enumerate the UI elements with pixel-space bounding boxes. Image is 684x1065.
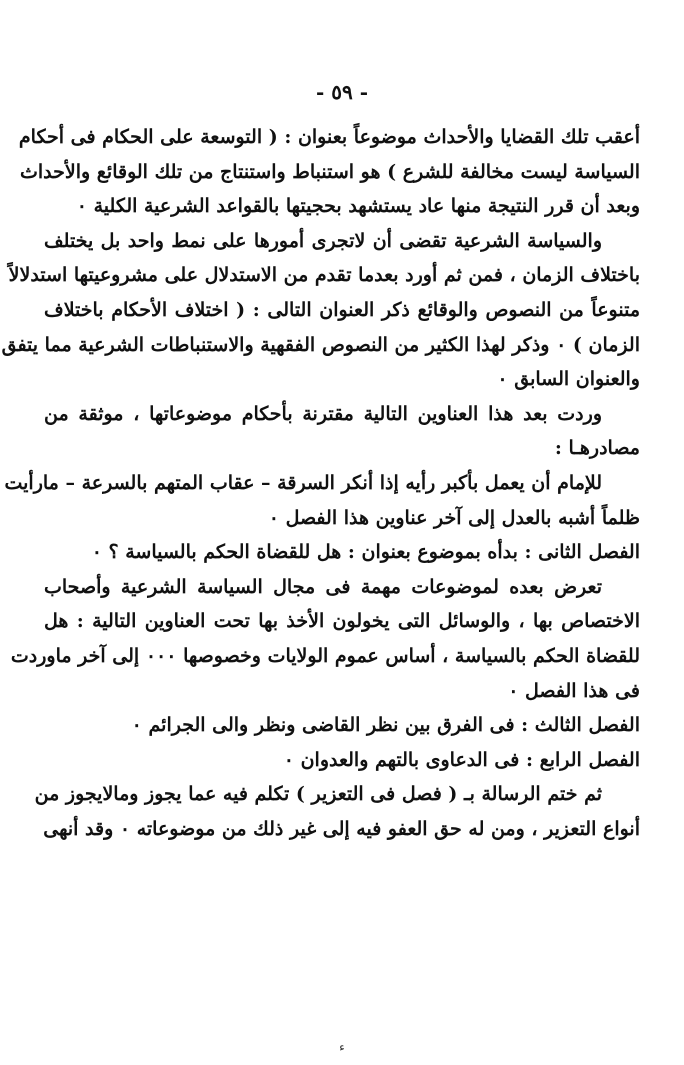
text-line: الاختصاص بها ، والوسائل التى يخولون الأخذ بها تحت العناوين التالية : هل — [44, 610, 640, 633]
text-line: مصادرهـا : — [554, 437, 640, 460]
text-line: والسياسة الشرعية تقضى أن لاتجرى أمورها على نمط واحد بل يختلف — [44, 229, 602, 252]
text-line: فى هذا الفصل ٠ — [508, 679, 640, 702]
text-line: للقضاة الحكم بالسياسة ، أساس عموم الولايات وخصوصها ٠٠٠ إلى آخر ماوردت — [10, 644, 640, 667]
text-line: الزمان ) ٠ وذكر لهذا الكثير من النصوص الفقهية والاستنباطات الشرعية مما يتفق — [1, 333, 640, 356]
text-line: باختلاف الزمان ، فمن ثم أورد بعدما تقدم من الاستدلال على مشروعيتها استدلالاً — [8, 264, 640, 287]
text-line: تعرض بعده لموضوعات مهمة فى مجال السياسة الشرعية وأصحاب — [44, 575, 602, 598]
body-text — [1, 120, 640, 846]
footer-mark: ء — [339, 1040, 345, 1054]
text-line: متنوعاً من النصوص والوقائع ذكر العنوان التالى : ( اختلاف الأحكام باختلاف — [44, 298, 640, 321]
text-line: ظلماً أشبه بالعدل إلى آخر عناوين هذا الفصل ٠ — [268, 506, 640, 529]
text-line: ثم ختم الرسالة بـ ( فصل فى التعزير ) تكلم فيه عما يجوز ومالايجوز من — [34, 783, 602, 806]
text-line: السياسة ليست مخالفة للشرع ) هو استنباط واستنتاج من تلك الوقائع والأحداث — [20, 160, 640, 183]
text-line: أعقب تلك القضايا والأحداث موضوعاً بعنوان : ( التوسعة على الحكام فى أحكام — [18, 126, 640, 148]
page-number: - ٥٩ - — [315, 80, 368, 104]
text-line: الفصل الرابع : فى الدعاوى بالتهم والعدوان ٠ — [283, 748, 640, 771]
text-line: والعنوان السابق ٠ — [497, 368, 640, 391]
text-line: الفصل الثانى : بدأه بموضوع بعنوان : هل للقضاة الحكم بالسياسة ؟ ٠ — [91, 541, 640, 564]
text-line: الفصل الثالث : فى الفرق بين نظر القاضى ونظر والى الجرائم ٠ — [131, 714, 640, 737]
text-line: أنواع التعزير ، ومن له حق العفو فيه إلى غير ذلك من موضوعاته ٠ وقد أنهى — [43, 817, 640, 840]
text-line: وبعد أن قرر النتيجة منها عاد يستشهد بحجيتها بالقواعد الشرعية الكلية ٠ — [76, 195, 640, 218]
text-line: وردت بعد هذا العناوين التالية مقترنة بأحكام موضوعاتها ، موثقة من — [44, 402, 602, 425]
text-line: للإمام أن يعمل بأكبر رأيه إذا أنكر السرقة – عقاب المتهم بالسرعة – مارأيت — [4, 471, 602, 494]
